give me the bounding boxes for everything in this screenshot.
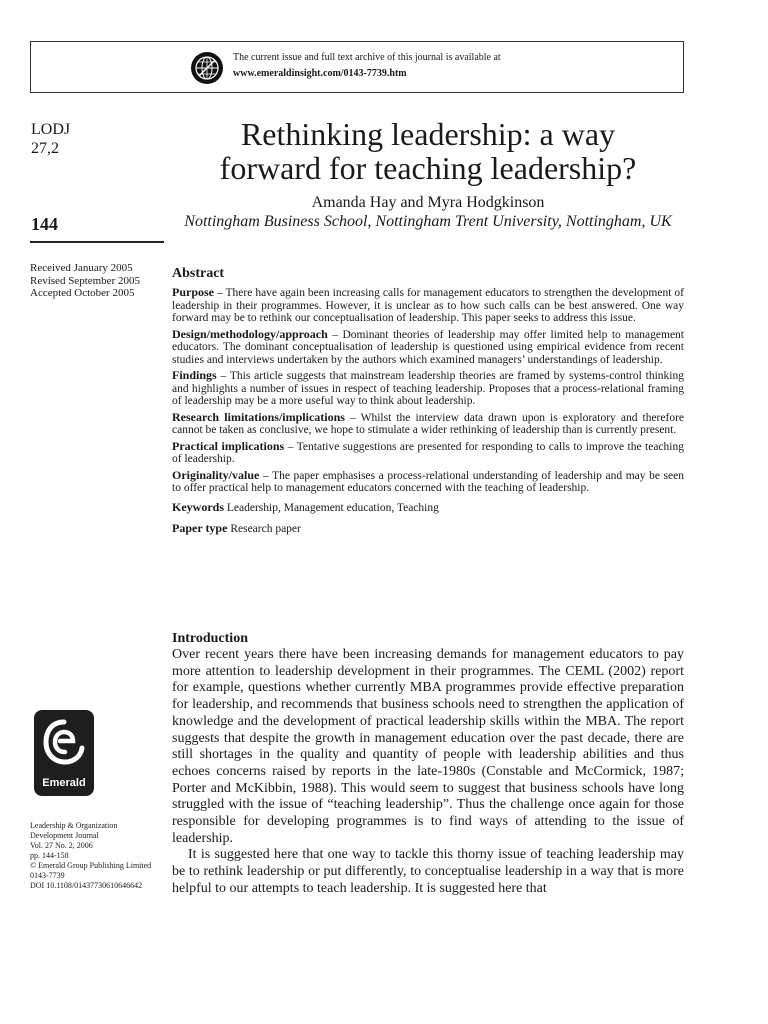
journal-banner xyxy=(30,41,684,93)
article-authors: Amanda Hay and Myra Hodgkinson xyxy=(311,194,545,211)
title-line-2: forward for teaching leadership? xyxy=(219,150,637,186)
citation-line: Leadership & Organization xyxy=(30,821,118,830)
banner-availability-text: The current issue and full text archive of this journal is available at xyxy=(233,52,501,63)
emerald-logo xyxy=(34,710,94,796)
abstract-text: – Tentative suggestions are presented for responding to calls to improve the teaching of leadership. xyxy=(172,440,684,465)
abstract-text: – This article suggests that mainstream leadership theories are framed by systems-control thinking and highlights a number of issues in respect of teaching leadership. Proposes that a process-relational framing of leadership may be a more useful way to think about leadership. xyxy=(172,370,684,407)
banner-url-link[interactable]: www.emeraldinsight.com/0143-7739.htm xyxy=(233,68,407,79)
introduction-section xyxy=(172,630,684,898)
abstract-text: – There have again been increasing calls for management educators to strengthen the development of leadership in their programmes. However, it is unclear as to how such calls can be best answered. One way forward may be to rethink our conceptualisation of leadership. This paper seeks to address this issue. xyxy=(172,287,684,324)
abstract-label: Findings xyxy=(172,368,217,382)
abstract-design xyxy=(172,328,684,367)
citation-line: Development Journal xyxy=(30,831,99,840)
title-line-1: Rethinking leadership: a way xyxy=(240,116,616,152)
emerald-swirl-icon xyxy=(42,718,86,768)
abstract-text: – Whilst the interview data drawn upon is exploratory and therefore cannot be taken as conclusive, we hope to stimulate a wider rethinking of leadership than is currently present. xyxy=(172,411,684,436)
abstract-practical xyxy=(172,440,684,466)
abstract-label: Research limitations/implications xyxy=(172,409,345,424)
abstract-label: Purpose xyxy=(172,285,214,299)
logo-text: Emerald xyxy=(42,777,86,789)
introduction-paragraph-2: It is suggested here that one way to tackle this thorny issue of teaching leadership may be to rethink leadership or put differently, to conceptualise leadership in a way that is more helpful to our attempts to teach leadership. It is suggested here that xyxy=(172,847,684,896)
journal-code xyxy=(31,120,70,158)
submission-dates xyxy=(30,262,140,300)
margin-divider xyxy=(30,241,164,243)
journal-abbreviation: LODJ xyxy=(31,121,71,138)
introduction-paragraph-1: Over recent years there have been increasing demands for management educators to pay more attention to leadership development in their programmes. The CEML (2002) report for example, questions whether currently MBA programmes provide effective preparation for leadership, and recommends that business schools need to strengthen the application of knowledge and the development of practical leadership skills within the MBA. The report suggests that despite the growth in management education over the past decade, there are still shortages in the quality and quantity of people with leadership abilities and thus echoes concerns raised by reports in the late-1980s (Constable and McCormick, 1987; Porter and McKibbin, 1988). This would seem to suggest that business schools have long struggled with the issue of “teaching leadership”. Thus the challenge once again for those responsible for developing programmes is to find ways of attending to the issue of leadership. xyxy=(172,647,684,846)
abstract-section xyxy=(172,266,684,536)
keywords-label: Keywords xyxy=(172,499,224,514)
citation-line: Vol. 27 No. 2, 2006 xyxy=(30,841,93,850)
paper-type-text: Research paper xyxy=(227,522,301,535)
abstract-text: – Dominant theories of leadership may offer limited help to management educators. The dominant conceptualisation of leadership is questioned using empirical evidence from recent studies and interviews undertaken by the authors which examined managers’ understandings of leadership. xyxy=(172,328,684,366)
accepted-date: Accepted October 2005 xyxy=(30,287,135,299)
globe-icon xyxy=(190,51,224,85)
page-number: 144 xyxy=(31,214,58,234)
keywords xyxy=(172,501,684,515)
author-affiliation: Nottingham Business School, Nottingham Trent University, Nottingham, UK xyxy=(184,213,672,230)
citation-line: 0143-7739 xyxy=(30,871,65,880)
volume-issue: 27,2 xyxy=(31,140,59,157)
abstract-originality xyxy=(172,469,684,495)
abstract-limitations xyxy=(172,411,684,437)
citation-block xyxy=(30,821,170,891)
keywords-text: Leadership, Management education, Teaching xyxy=(224,501,439,514)
received-date: Received January 2005 xyxy=(30,262,133,274)
abstract-heading: Abstract xyxy=(172,266,225,281)
abstract-text: – The paper emphasises a process-relational understanding of leadership and may be seen to offer practical help to management educators concerned with the teaching of leadership. xyxy=(172,469,684,494)
paper-type xyxy=(172,522,684,536)
paper-type-label: Paper type xyxy=(172,520,228,535)
citation-line: pp. 144-158 xyxy=(30,851,69,860)
abstract-purpose xyxy=(172,286,684,325)
revised-date: Revised September 2005 xyxy=(30,274,140,287)
abstract-findings xyxy=(172,369,684,408)
citation-line: DOI 10.1108/01437730610646642 xyxy=(30,881,143,890)
abstract-label: Practical implications xyxy=(172,438,285,453)
introduction-heading: Introduction xyxy=(172,631,248,646)
article-title xyxy=(172,117,684,185)
abstract-label: Originality/value xyxy=(172,467,260,482)
abstract-label: Design/methodology/approach xyxy=(172,326,328,341)
citation-line: © Emerald Group Publishing Limited xyxy=(30,861,152,870)
